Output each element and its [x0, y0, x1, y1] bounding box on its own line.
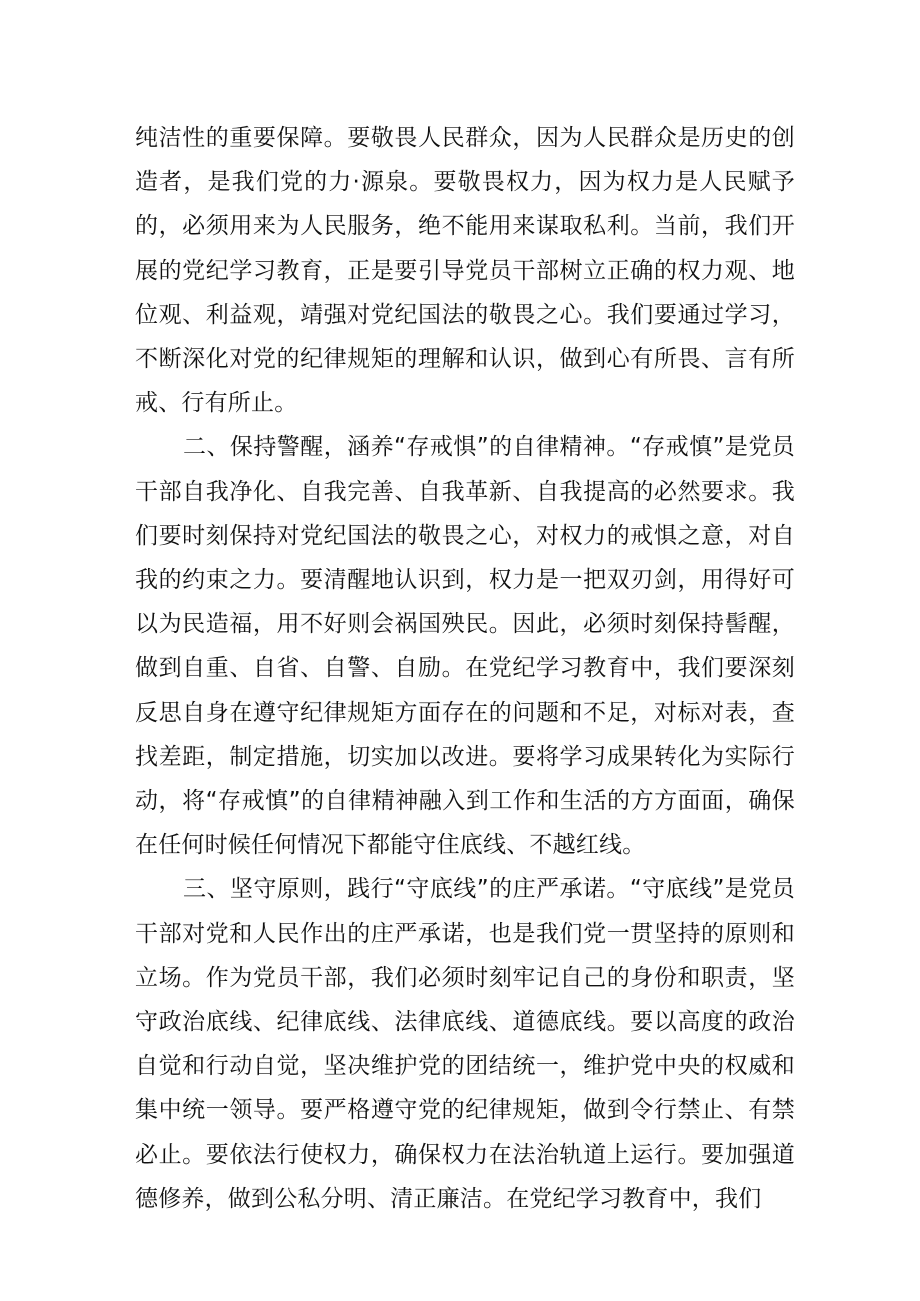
document-body [135, 116, 795, 1221]
paragraph-section-three: 三、坚守原则，践行“守底线”的庄严承诺。“守底线”是党员干部对党和人民作出的庄严承诺，也是我们党一贯坚持的原则和立场。作为党员干部，我们必须时刻牢记自己的身份和职责，坚守政治底线、纪律底线、法律底线、道德底线。要以高度的政治自觉和行动自觉，坚决维护党的团结统一，维护党中央的权威和集中统一领导。要严格遵守党的纪律规矩，做到令行禁止、有禁必止。要依法行使权力，确保权力在法治轨道上运行。要加强道德修养，做到公私分明、清正廉洁。在党纪学习教育中，我们 [135, 876, 795, 1212]
paragraph-section-two: 二、保持警醒，涵养“存戒惧”的自律精神。“存戒慎”是党员干部自我净化、自我完善、自我革新、自我提高的必然要求。我们要时刻保持对党纪国法的敬畏之心，对权力的戒惧之意，对自我的约束之力。要清醒地认识到，权力是一把双刃剑，用得好可以为民造福，用不好则会祸国殃民。因此，必须时刻保持髻醒，做到自重、自省、自警、自励。在党纪学习教育中，我们要深刻反思自身在遵守纪律规矩方面存在的问题和不足，对标对表，查找差距，制定措施，切实加以改进。要将学习成果转化为实际行动，将“存戒慎”的自律精神融入到工作和生活的方方面面，确保在任何时候任何情况下都能守住底线、不越红线。 [135, 434, 795, 859]
paragraph-continuation: 纯洁性的重要保障。要敬畏人民群众，因为人民群众是历史的创造者，是我们党的力·源泉。要敬畏权力，因为权力是人民赋予的，必须用来为人民服务，绝不能用来谋取私利。当前，我们开展的党纪学习教育，正是要引导党员干部树立正确的权力观、地位观、利益观，靖强对党纪国法的敬畏之心。我们要通过学习，不断深化对党的纪律规矩的理解和认识，做到心有所畏、言有所戒、行有所止。 [135, 125, 795, 417]
